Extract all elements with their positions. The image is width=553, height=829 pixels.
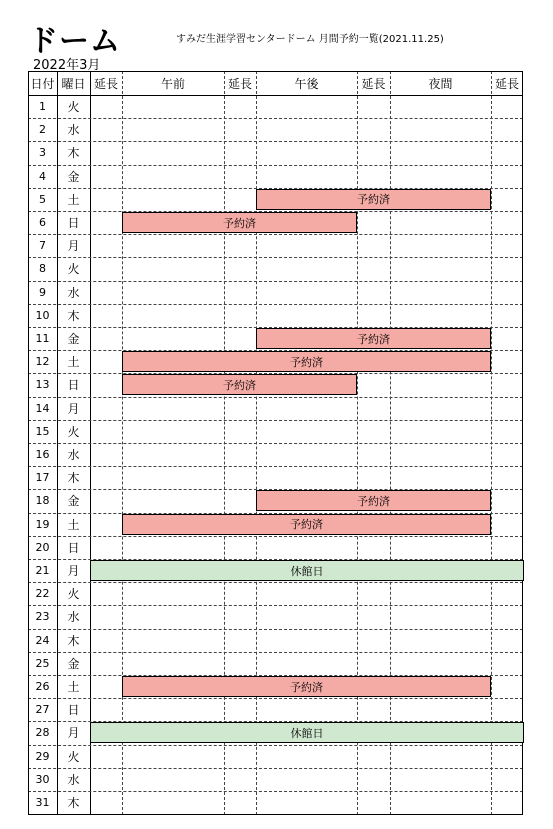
- month-label: 2022年3月: [33, 58, 101, 73]
- date-cell: 18: [35, 494, 50, 508]
- header-extension-4: 延長: [494, 76, 519, 91]
- header-date: 日付: [30, 76, 55, 91]
- weekday-cell: 木: [67, 633, 80, 648]
- date-cell: 13: [35, 378, 50, 392]
- weekday-cell: 日: [67, 540, 80, 555]
- date-cell: 5: [39, 192, 46, 206]
- reservation-bar: 予約済: [256, 328, 491, 349]
- date-cell: 6: [39, 216, 46, 230]
- date-cell: 30: [35, 772, 50, 786]
- weekday-cell: 水: [67, 610, 80, 625]
- date-cell: 23: [35, 610, 50, 624]
- weekday-cell: 月: [67, 726, 80, 741]
- date-cell: 27: [35, 703, 50, 717]
- weekday-cell: 金: [67, 169, 80, 184]
- date-cell: 4: [39, 169, 46, 183]
- date-cell: 12: [35, 355, 50, 369]
- weekday-cell: 日: [67, 703, 80, 718]
- weekday-cell: 日: [67, 216, 80, 231]
- weekday-cell: 月: [67, 401, 80, 416]
- header-extension-2: 延長: [227, 76, 252, 91]
- closed-day-bar: 休館日: [90, 560, 524, 581]
- weekday-cell: 水: [67, 448, 80, 463]
- reservation-bar: 予約済: [122, 374, 357, 395]
- weekday-cell: 水: [67, 772, 80, 787]
- grid-frame: [28, 71, 523, 815]
- reservation-bar: 予約済: [122, 351, 491, 372]
- weekday-cell: 火: [67, 587, 80, 602]
- date-cell: 14: [35, 401, 50, 415]
- weekday-cell: 火: [67, 100, 80, 115]
- weekday-cell: 金: [67, 332, 80, 347]
- page-title: ドーム: [28, 24, 121, 59]
- weekday-cell: 木: [67, 308, 80, 323]
- date-cell: 2: [39, 123, 46, 137]
- weekday-cell: 金: [67, 494, 80, 509]
- weekday-cell: 木: [67, 471, 80, 486]
- date-cell: 9: [39, 285, 46, 299]
- date-cell: 29: [35, 749, 50, 763]
- weekday-cell: 水: [67, 123, 80, 138]
- header-evening: 夜間: [428, 76, 453, 91]
- reservation-bar: 予約済: [122, 676, 491, 697]
- date-cell: 15: [35, 424, 50, 438]
- date-cell: 31: [35, 796, 50, 810]
- weekday-cell: 火: [67, 424, 80, 439]
- header-weekday: 曜日: [61, 76, 86, 91]
- reservation-bar: 予約済: [122, 514, 491, 535]
- weekday-cell: 火: [67, 749, 80, 764]
- date-cell: 20: [35, 540, 50, 554]
- weekday-cell: 木: [67, 146, 80, 161]
- page-subtitle: すみだ生涯学習センタードーム 月間予約一覧(2021.11.25): [176, 34, 444, 45]
- header-extension-1: 延長: [93, 76, 118, 91]
- date-cell: 19: [35, 517, 50, 531]
- date-cell: 3: [39, 146, 46, 160]
- date-cell: 26: [35, 680, 50, 694]
- date-cell: 8: [39, 262, 46, 276]
- weekday-cell: 金: [67, 656, 80, 671]
- weekday-cell: 火: [67, 262, 80, 277]
- closed-day-bar: 休館日: [90, 722, 524, 743]
- reservation-bar: 予約済: [122, 212, 357, 233]
- date-cell: 21: [35, 564, 50, 578]
- date-cell: 7: [39, 239, 46, 253]
- date-cell: 25: [35, 656, 50, 670]
- weekday-cell: 水: [67, 285, 80, 300]
- header-extension-3: 延長: [361, 76, 386, 91]
- date-cell: 24: [35, 633, 50, 647]
- date-cell: 10: [35, 308, 50, 322]
- date-cell: 1: [39, 100, 46, 114]
- weekday-cell: 土: [67, 517, 80, 532]
- header-morning: 午前: [160, 76, 185, 91]
- reservation-bar: 予約済: [256, 490, 491, 511]
- weekday-cell: 土: [67, 192, 80, 207]
- schedule-grid: [28, 71, 523, 815]
- reservation-bar: 予約済: [256, 189, 491, 210]
- weekday-cell: 月: [67, 239, 80, 254]
- date-cell: 17: [35, 471, 50, 485]
- weekday-cell: 土: [67, 355, 80, 370]
- date-cell: 22: [35, 587, 50, 601]
- weekday-cell: 木: [67, 796, 80, 811]
- weekday-cell: 土: [67, 680, 80, 695]
- weekday-cell: 月: [67, 564, 80, 579]
- header-afternoon: 午後: [294, 76, 319, 91]
- date-cell: 28: [35, 726, 50, 740]
- date-cell: 11: [35, 332, 50, 346]
- weekday-cell: 日: [67, 378, 80, 393]
- date-cell: 16: [35, 448, 50, 462]
